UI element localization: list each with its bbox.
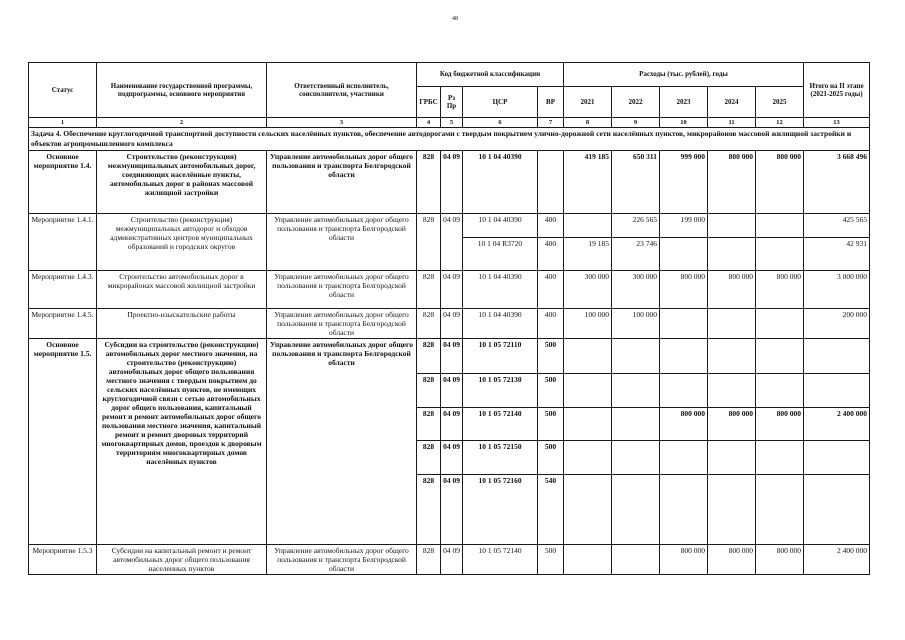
cell-rzpr: 04 09	[441, 271, 463, 309]
empty-cell	[564, 408, 612, 441]
cell-rzpr: 04 09	[441, 408, 463, 441]
cell-total: 2 400 000	[804, 408, 870, 441]
budget-table	[28, 62, 870, 575]
header-2023: 2023	[660, 87, 708, 118]
cell-csr: 10 1 04 R3720	[463, 238, 538, 271]
cell-csr: 10 1 04 40390	[463, 151, 538, 214]
header-name: Наименование государственной программы, подпрограммы, основного мероприятия	[97, 63, 267, 118]
cell-total	[804, 475, 870, 545]
header-csr: ЦСР	[463, 87, 538, 118]
header-total: Итого на II этапе (2021-2025 годы)	[804, 63, 870, 118]
cell-grbs: 828	[417, 408, 441, 441]
header-rzpr: Рз Пр	[441, 87, 463, 118]
row-name: Строительство (реконструкция) межмуниципальных автодорог и обходов административных центров муниципальных образований и городских округов	[97, 214, 267, 271]
cell-2024	[708, 374, 756, 408]
cell-2024	[708, 309, 756, 339]
empty-cell	[612, 475, 660, 545]
cell-2022	[612, 545, 660, 575]
cell-2023: 800 000	[660, 545, 708, 575]
cell-2024: 800 000	[708, 408, 756, 441]
cell-total: 425 565	[804, 214, 870, 238]
cell-total	[804, 339, 870, 374]
col-number: 9	[612, 118, 660, 128]
cell-rzpr: 04 09	[441, 441, 463, 475]
header-2024: 2024	[708, 87, 756, 118]
cell-2023	[660, 309, 708, 339]
cell-csr: 10 1 05 72150	[463, 441, 538, 475]
header-grbs: ГРБС	[417, 87, 441, 118]
row-name: Строительство (реконструкция) межмуниципальных автомобильных дорог, соединяющих населённые пункты, автомобильных дорог в районах массовой жилищной застройки	[97, 151, 267, 214]
col-number: 1	[29, 118, 97, 128]
cell-grbs: 828	[417, 309, 441, 339]
cell-2023	[660, 339, 708, 374]
col-number: 10	[660, 118, 708, 128]
cell-2024: 800 000	[708, 151, 756, 214]
cell-csr: 10 1 05 72140	[463, 408, 538, 441]
empty-cell	[612, 339, 660, 374]
cell-2025	[756, 309, 804, 339]
row-status: Основное мероприятие 1.4.	[29, 151, 97, 214]
cell-grbs: 828	[417, 545, 441, 575]
empty-cell	[564, 374, 612, 408]
cell-rzpr: 04 09	[441, 151, 463, 214]
cell-2024	[708, 339, 756, 374]
cell-csr: 10 1 04 40390	[463, 309, 538, 339]
row-name: Субсидии на капитальный ремонт и ремонт автомобильных дорог общего пользования населенных пунктов	[97, 545, 267, 575]
row-status: Мероприятие 1.5.3	[29, 545, 97, 575]
empty-cell	[660, 238, 708, 271]
cell-csr: 10 1 04 40390	[463, 214, 538, 238]
cell-2025	[756, 214, 804, 238]
cell-2024	[708, 475, 756, 545]
cell-2024	[708, 441, 756, 475]
cell-total: 200 000	[804, 309, 870, 339]
cell-2021: 419 185	[564, 151, 612, 214]
col-number: 7	[538, 118, 564, 128]
row-responsible: Управление автомобильных дорог общего пользования и транспорта Белгородской области	[267, 339, 417, 545]
row-name: Субсидии на строительство (реконструкцию) автомобильных дорог местного значения, на строительство (реконструкцию) автомобильных дорог общего пользования местного значения с твердым покрытием до сельских населённых пунктов, не имеющих круглогодичной связи с сетью автомобильных дорог общего пользования, капитальный ремонт и ремонт автомобильных дорог общего пользования местного значения, капитальный ремонт и ремонт дворовых территорий многоквартирных домов, проездов к дворовым территориям многоквартирных домов населённых пунктов	[97, 339, 267, 545]
cell-2021: 19 185	[564, 238, 612, 271]
cell-grbs: 828	[417, 151, 441, 214]
cell-grbs: 828	[417, 374, 441, 408]
cell-csr: 10 1 04 40390	[463, 271, 538, 309]
header-vr: ВР	[538, 87, 564, 118]
cell-csr: 10 1 05 72130	[463, 374, 538, 408]
cell-2021	[564, 214, 612, 238]
cell-csr: 10 1 05 72140	[463, 545, 538, 575]
col-number: 8	[564, 118, 612, 128]
cell-2022: 100 000	[612, 309, 660, 339]
cell-2025	[756, 339, 804, 374]
cell-grbs: 828	[417, 475, 441, 545]
cell-2021: 300 000	[564, 271, 612, 309]
col-number: 12	[756, 118, 804, 128]
cell-2023: 800 000	[660, 271, 708, 309]
row-name: Проектно-изыскательские работы	[97, 309, 267, 339]
row-responsible: Управление автомобильных дорог общего пользования и транспорта Белгородской области	[267, 545, 417, 575]
cell-total	[804, 441, 870, 475]
header-budget-code: Код бюджетной классификации	[417, 63, 564, 87]
cell-2025	[756, 475, 804, 545]
cell-2025	[756, 441, 804, 475]
cell-vr: 400	[538, 214, 564, 238]
empty-cell	[564, 339, 612, 374]
row-responsible: Управление автомобильных дорог общего пользования и транспорта Белгородской области	[267, 214, 417, 271]
cell-rzpr: 04 09	[441, 374, 463, 408]
cell-2022: 226 565	[612, 214, 660, 238]
header-2022: 2022	[612, 87, 660, 118]
row-status: Основное мероприятие 1.5.	[29, 339, 97, 545]
cell-vr: 500	[538, 545, 564, 575]
row-name: Строительство автомобильных дорог в микрорайонах массовой жилищной застройки	[97, 271, 267, 309]
cell-2023	[660, 475, 708, 545]
cell-total: 42 931	[804, 238, 870, 271]
row-status: Мероприятие 1.4.1.	[29, 214, 97, 271]
cell-vr: 540	[538, 475, 564, 545]
task-heading: Задача 4. Обеспечение круглогодичной транспортной доступности сельских населённых пунктов, обеспечение автодорогами с твердым покрытием улично-дорожной сети населённых пунктов, микрорайонов массовой жилищной застройки и объектов агропромышленного комплекса	[29, 128, 870, 151]
cell-rzpr: 04 09	[441, 214, 463, 271]
cell-csr: 10 1 05 72160	[463, 475, 538, 545]
cell-rzpr: 04 09	[441, 339, 463, 374]
cell-2024: 800 000	[708, 545, 756, 575]
cell-2023	[660, 374, 708, 408]
cell-2022: 23 746	[612, 238, 660, 271]
cell-total: 3 668 496	[804, 151, 870, 214]
cell-grbs: 828	[417, 271, 441, 309]
col-number: 2	[97, 118, 267, 128]
cell-vr: 400	[538, 309, 564, 339]
empty-cell	[708, 238, 756, 271]
cell-2023: 199 000	[660, 214, 708, 238]
cell-vr: 500	[538, 374, 564, 408]
col-number: 3	[267, 118, 417, 128]
page-number: 48	[452, 16, 458, 22]
cell-rzpr: 04 09	[441, 545, 463, 575]
cell-grbs: 828	[417, 214, 441, 271]
row-status: Мероприятие 1.4.5.	[29, 309, 97, 339]
cell-2025: 800 000	[756, 545, 804, 575]
cell-2025: 800 000	[756, 408, 804, 441]
cell-2024	[708, 214, 756, 238]
cell-2022: 650 311	[612, 151, 660, 214]
header-expenses: Расходы (тыс. рублей), годы	[564, 63, 804, 87]
cell-grbs: 828	[417, 339, 441, 374]
col-number: 13	[804, 118, 870, 128]
col-number: 6	[463, 118, 538, 128]
cell-2023: 800 000	[660, 408, 708, 441]
header-status: Статус	[29, 63, 97, 118]
cell-2024: 800 000	[708, 271, 756, 309]
row-responsible: Управление автомобильных дорог общего пользования и транспорта Белгородской области	[267, 271, 417, 309]
cell-vr: 500	[538, 441, 564, 475]
cell-2021: 100 000	[564, 309, 612, 339]
cell-vr: 400	[538, 271, 564, 309]
row-responsible: Управление автомобильных дорог общего пользования и транспорта Белгородской области	[267, 151, 417, 214]
header-responsible: Ответственный исполнитель, соисполнители, участники	[267, 63, 417, 118]
cell-csr: 10 1 05 72110	[463, 339, 538, 374]
cell-total: 3 000 000	[804, 271, 870, 309]
cell-rzpr: 04 09	[441, 475, 463, 545]
empty-cell	[612, 408, 660, 441]
cell-rzpr: 04 09	[441, 309, 463, 339]
cell-grbs: 828	[417, 441, 441, 475]
cell-2023: 999 000	[660, 151, 708, 214]
col-number: 4	[417, 118, 441, 128]
cell-vr: 500	[538, 408, 564, 441]
cell-total	[804, 374, 870, 408]
header-2021: 2021	[564, 87, 612, 118]
col-number: 5	[441, 118, 463, 128]
row-responsible: Управление автомобильных дорог общего пользования и транспорта Белгородской области	[267, 309, 417, 339]
cell-2021	[564, 545, 612, 575]
cell-vr: 500	[538, 339, 564, 374]
cell-vr	[538, 151, 564, 214]
empty-cell	[564, 475, 612, 545]
cell-total: 2 400 000	[804, 545, 870, 575]
cell-2025: 800 000	[756, 271, 804, 309]
empty-cell	[564, 441, 612, 475]
empty-cell	[612, 374, 660, 408]
cell-2025: 800 000	[756, 151, 804, 214]
cell-vr: 400	[538, 238, 564, 271]
cell-2025	[756, 374, 804, 408]
row-status: Мероприятие 1.4.3.	[29, 271, 97, 309]
cell-2023	[660, 441, 708, 475]
col-number: 11	[708, 118, 756, 128]
empty-cell	[612, 441, 660, 475]
empty-cell	[756, 238, 804, 271]
header-2025: 2025	[756, 87, 804, 118]
cell-2022: 300 000	[612, 271, 660, 309]
